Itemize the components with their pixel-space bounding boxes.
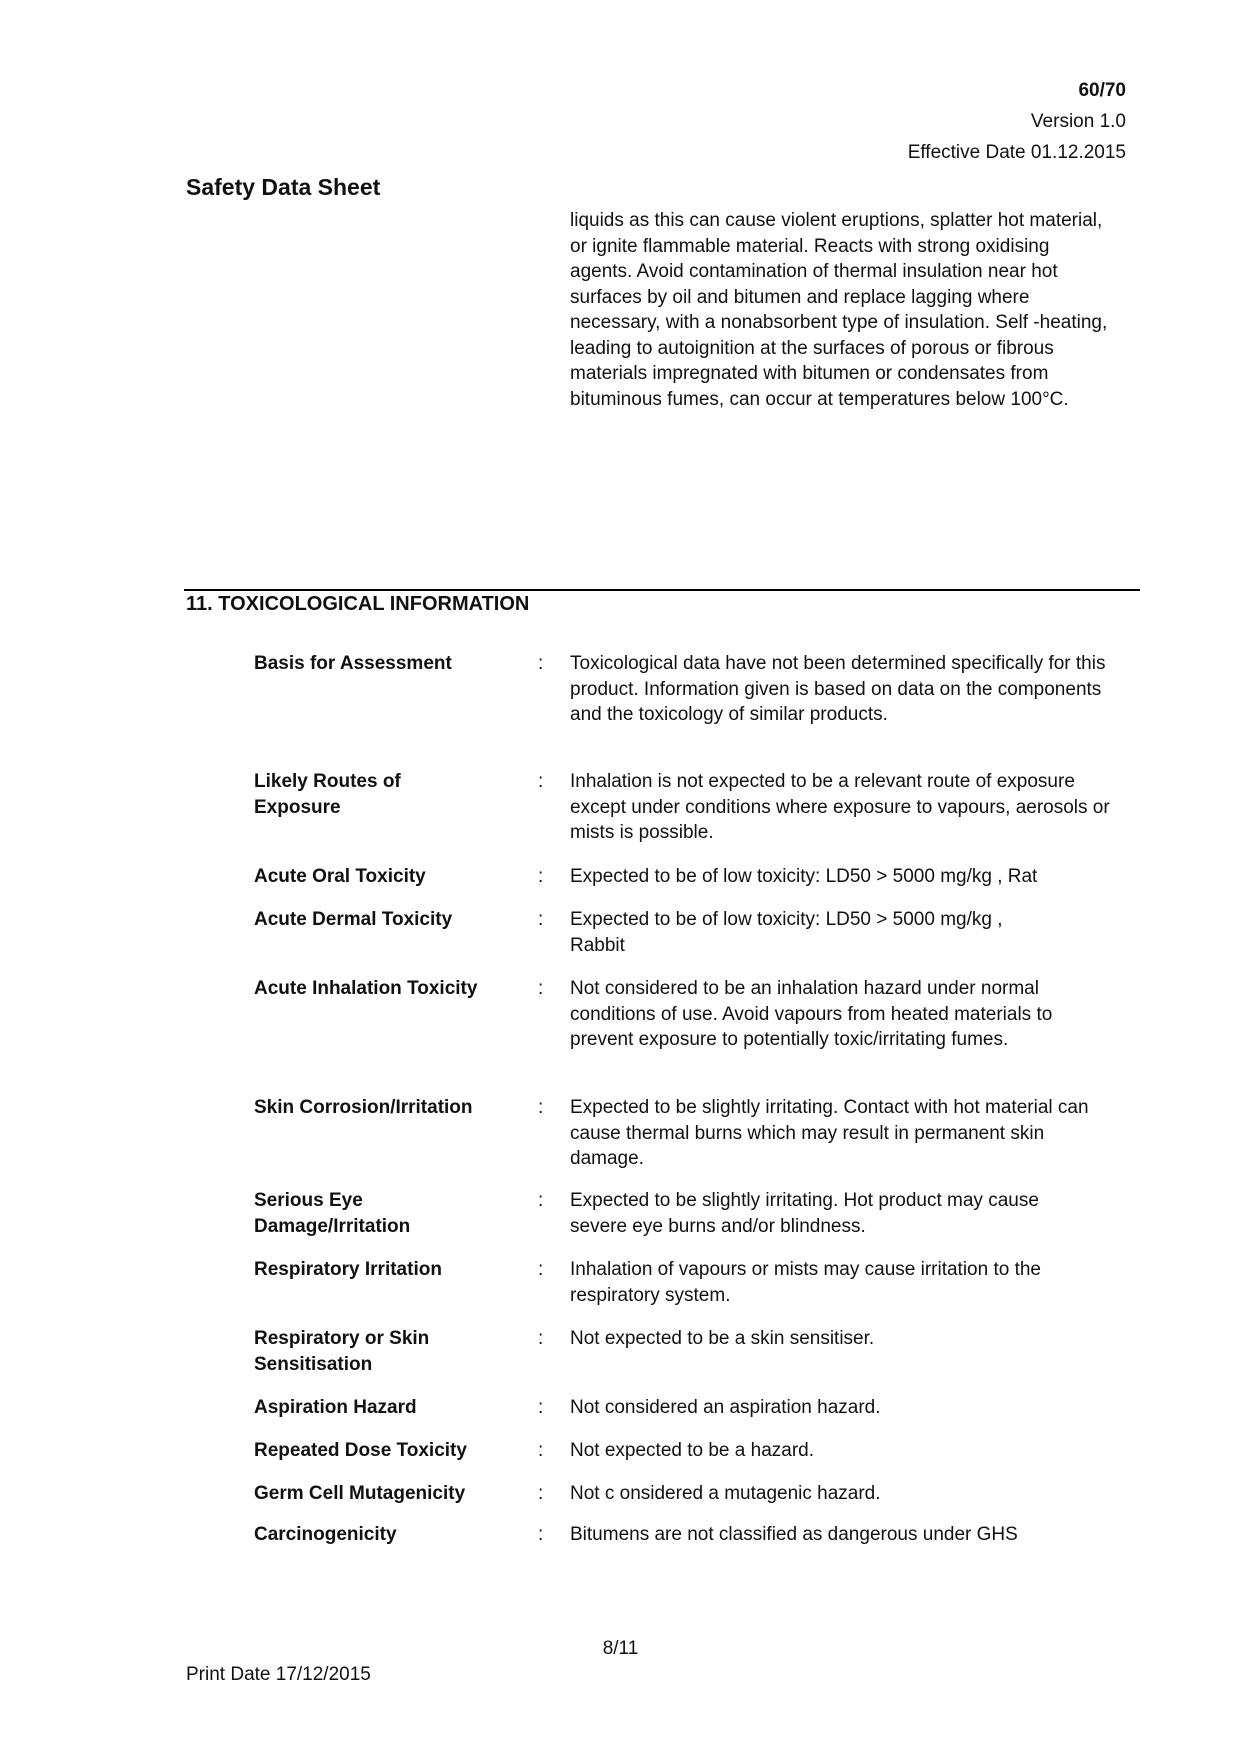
row-label: Germ Cell Mutagenicity bbox=[254, 1483, 466, 1504]
row-value: Inhalation of vapours or mists may cause irritation to the respiratory system. bbox=[570, 1259, 1042, 1306]
row-value: Expected to be of low toxicity: LD50 > 5000 mg/kg , Rabbit bbox=[570, 909, 1003, 956]
row-colon: : bbox=[538, 1190, 544, 1211]
row-value: Expected to be of low toxicity: LD50 > 5000 mg/kg , Rat bbox=[570, 866, 1038, 887]
row-colon: : bbox=[538, 1259, 544, 1280]
row-label: Acute Inhalation Toxicity bbox=[254, 978, 478, 999]
row-value: Toxicological data have not been determined specifically for this product. Information given is based on data on the components and the toxicology of similar products. bbox=[570, 653, 1106, 725]
print-date: Print Date 17/12/2015 bbox=[186, 1664, 371, 1685]
row-label: Repeated Dose Toxicity bbox=[254, 1440, 467, 1461]
row-colon: : bbox=[538, 1328, 544, 1349]
page-number: 60/70 bbox=[1078, 80, 1126, 101]
row-label: Respiratory Irritation bbox=[254, 1259, 442, 1280]
section-divider bbox=[184, 589, 1140, 591]
section-title: 11. TOXICOLOGICAL INFORMATION bbox=[186, 593, 530, 615]
row-value: Bitumens are not classified as dangerous under GHS bbox=[570, 1524, 1018, 1545]
row-value: Not c onsidered a mutagenic hazard. bbox=[570, 1483, 881, 1504]
row-colon: : bbox=[538, 1483, 544, 1504]
row-label: Basis for Assessment bbox=[254, 653, 452, 674]
version-label: Version 1.0 bbox=[1030, 111, 1126, 132]
row-value: Not considered to be an inhalation hazard under normal conditions of use. Avoid vapours from heated materials to prevent exposure to potentially toxic/irritating fumes. bbox=[570, 978, 1053, 1050]
row-value: Not expected to be a hazard. bbox=[570, 1440, 814, 1461]
row-value: Inhalation is not expected to be a relevant route of exposure except under conditions where exposure to vapours, aerosols or mists is possible. bbox=[570, 771, 1110, 843]
row-label: Respiratory or Skin Sensitisation bbox=[254, 1328, 430, 1375]
row-value: Not considered an aspiration hazard. bbox=[570, 1397, 881, 1418]
row-colon: : bbox=[538, 909, 544, 930]
row-label: Aspiration Hazard bbox=[254, 1397, 417, 1418]
row-value: Expected to be slightly irritating. Contact with hot material can cause thermal burns which may result in permanent skin damage. bbox=[570, 1097, 1089, 1169]
row-label: Acute Dermal Toxicity bbox=[254, 909, 453, 930]
row-colon: : bbox=[538, 1524, 544, 1545]
effective-date: Effective Date 01.12.2015 bbox=[907, 142, 1126, 163]
row-label: Serious Eye Damage/Irritation bbox=[254, 1190, 411, 1237]
row-value: Expected to be slightly irritating. Hot product may cause severe eye burns and/or blindness. bbox=[570, 1190, 1039, 1237]
row-label: Likely Routes of Exposure bbox=[254, 771, 401, 818]
row-colon: : bbox=[538, 1397, 544, 1418]
row-colon: : bbox=[538, 771, 544, 792]
row-colon: : bbox=[538, 653, 544, 674]
footer-page-number: 8/11 bbox=[602, 1638, 639, 1659]
row-colon: : bbox=[538, 978, 544, 999]
continued-paragraph: liquids as this can cause violent eruptions, splatter hot material, or ignite flammable material. Reacts with strong oxidising agents. Avoid contamination of thermal insulation near hot surfaces by oil and bitumen and replace lagging where necessary, with a nonabsorbent type of insulation. Self -heating, leading to autoignition at the surfaces of porous or fibrous materials impregnated with bitumen or condensates from bituminous fumes, can occur at temperatures below 100°C. bbox=[570, 210, 1108, 410]
row-colon: : bbox=[538, 866, 544, 887]
row-label: Skin Corrosion/Irritation bbox=[254, 1097, 473, 1118]
row-label: Carcinogenicity bbox=[254, 1524, 397, 1545]
row-label: Acute Oral Toxicity bbox=[254, 866, 426, 887]
row-colon: : bbox=[538, 1097, 544, 1118]
document-title: Safety Data Sheet bbox=[186, 174, 381, 200]
row-value: Not expected to be a skin sensitiser. bbox=[570, 1328, 875, 1349]
row-colon: : bbox=[538, 1440, 544, 1461]
